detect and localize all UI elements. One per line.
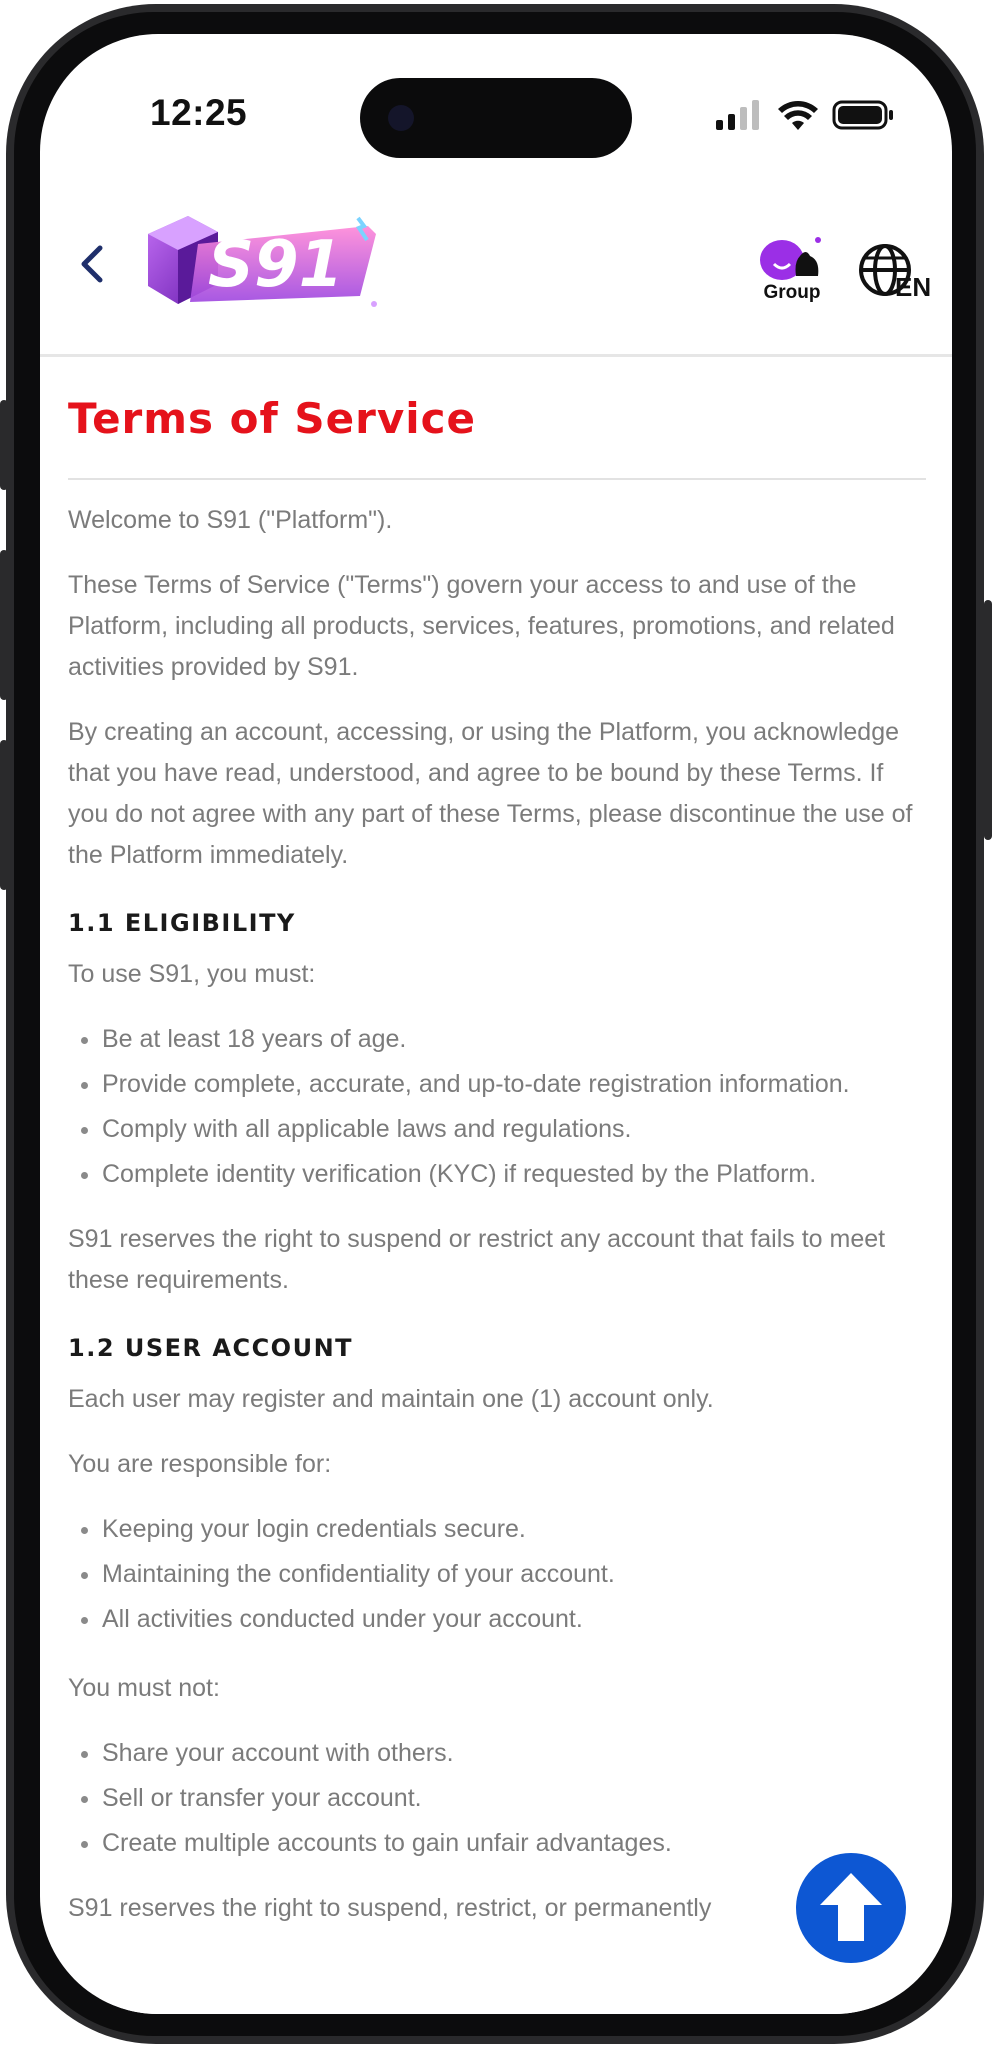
section-heading-user-account: 1.2 USER ACCOUNT — [68, 1334, 354, 1362]
list-item: • Comply with all applicable laws and regulations. — [102, 1109, 926, 1150]
app-header — [40, 184, 952, 357]
s91-logo — [138, 204, 388, 319]
screen-bottom-edge — [40, 1998, 952, 2014]
list-item: • Complete identity verification (KYC) if requested by the Platform. — [102, 1154, 926, 1195]
terms-content — [68, 354, 926, 1929]
silent-switch — [0, 400, 8, 490]
battery-icon — [832, 98, 896, 134]
list-item: • All activities conducted under your account. — [102, 1599, 926, 1640]
status-time: 12:25 — [150, 92, 248, 133]
prohibitions-list — [68, 1733, 926, 1864]
screen — [40, 34, 952, 2014]
list-item: • Create multiple accounts to gain unfair advantages. — [102, 1823, 926, 1864]
dynamic-island — [360, 78, 632, 158]
list-item: • Be at least 18 years of age. — [102, 1019, 926, 1060]
back-arrow-icon[interactable] — [68, 234, 118, 294]
responsibilities-list — [68, 1509, 926, 1640]
list-item: • Share your account with others. — [102, 1733, 926, 1774]
volume-up-button — [0, 550, 8, 700]
intro-paragraph-3: By creating an account, accessing, or using the Platform, you acknowledge that you have read, understood, and agree to be bound by these Terms. If you do not agree with any part of these Terms, please discontinue the use of the Platform immediately. — [68, 718, 913, 869]
scroll-to-top-button[interactable] — [796, 1853, 906, 1963]
user-account-paragraph-3: You must not: — [68, 1674, 220, 1702]
list-item: • Provide complete, accurate, and up-to-date registration information. — [102, 1064, 926, 1105]
user-account-closing: S91 reserves the right to suspend, restrict, or permanently — [68, 1894, 712, 1922]
volume-down-button — [0, 740, 8, 890]
list-item: • Maintaining the confidentiality of your account. — [102, 1554, 926, 1595]
page-title: Terms of Service — [68, 394, 477, 443]
intro-paragraph-1: Welcome to S91 ("Platform"). — [68, 506, 393, 534]
camera-icon — [388, 105, 414, 131]
language-label[interactable]: EN — [895, 272, 932, 302]
logo-text: S91 — [208, 228, 344, 302]
list-item: • Keeping your login credentials secure. — [102, 1509, 926, 1550]
section-heading-eligibility: 1.1 ELIGIBILITY — [68, 909, 296, 937]
eligibility-lead: To use S91, you must: — [68, 960, 316, 988]
wifi-icon — [776, 98, 820, 134]
cellular-signal-icon — [714, 98, 764, 134]
user-account-paragraph-1: Each user may register and maintain one (1) account only. — [68, 1385, 714, 1413]
power-button — [984, 600, 992, 840]
arrow-up-icon — [796, 1853, 906, 1963]
eligibility-list — [68, 1019, 926, 1195]
intro-paragraph-2: These Terms of Service ("Terms") govern your access to and use of the Platform, including all products, services, features, promotions, and related activities provided by S91. — [68, 571, 895, 681]
list-item: • Sell or transfer your account. — [102, 1778, 926, 1819]
eligibility-closing: S91 reserves the right to suspend or restrict any account that fails to meet these requirements. — [68, 1225, 886, 1294]
user-account-paragraph-2: You are responsible for: — [68, 1450, 332, 1478]
group-label: Group — [763, 282, 821, 303]
